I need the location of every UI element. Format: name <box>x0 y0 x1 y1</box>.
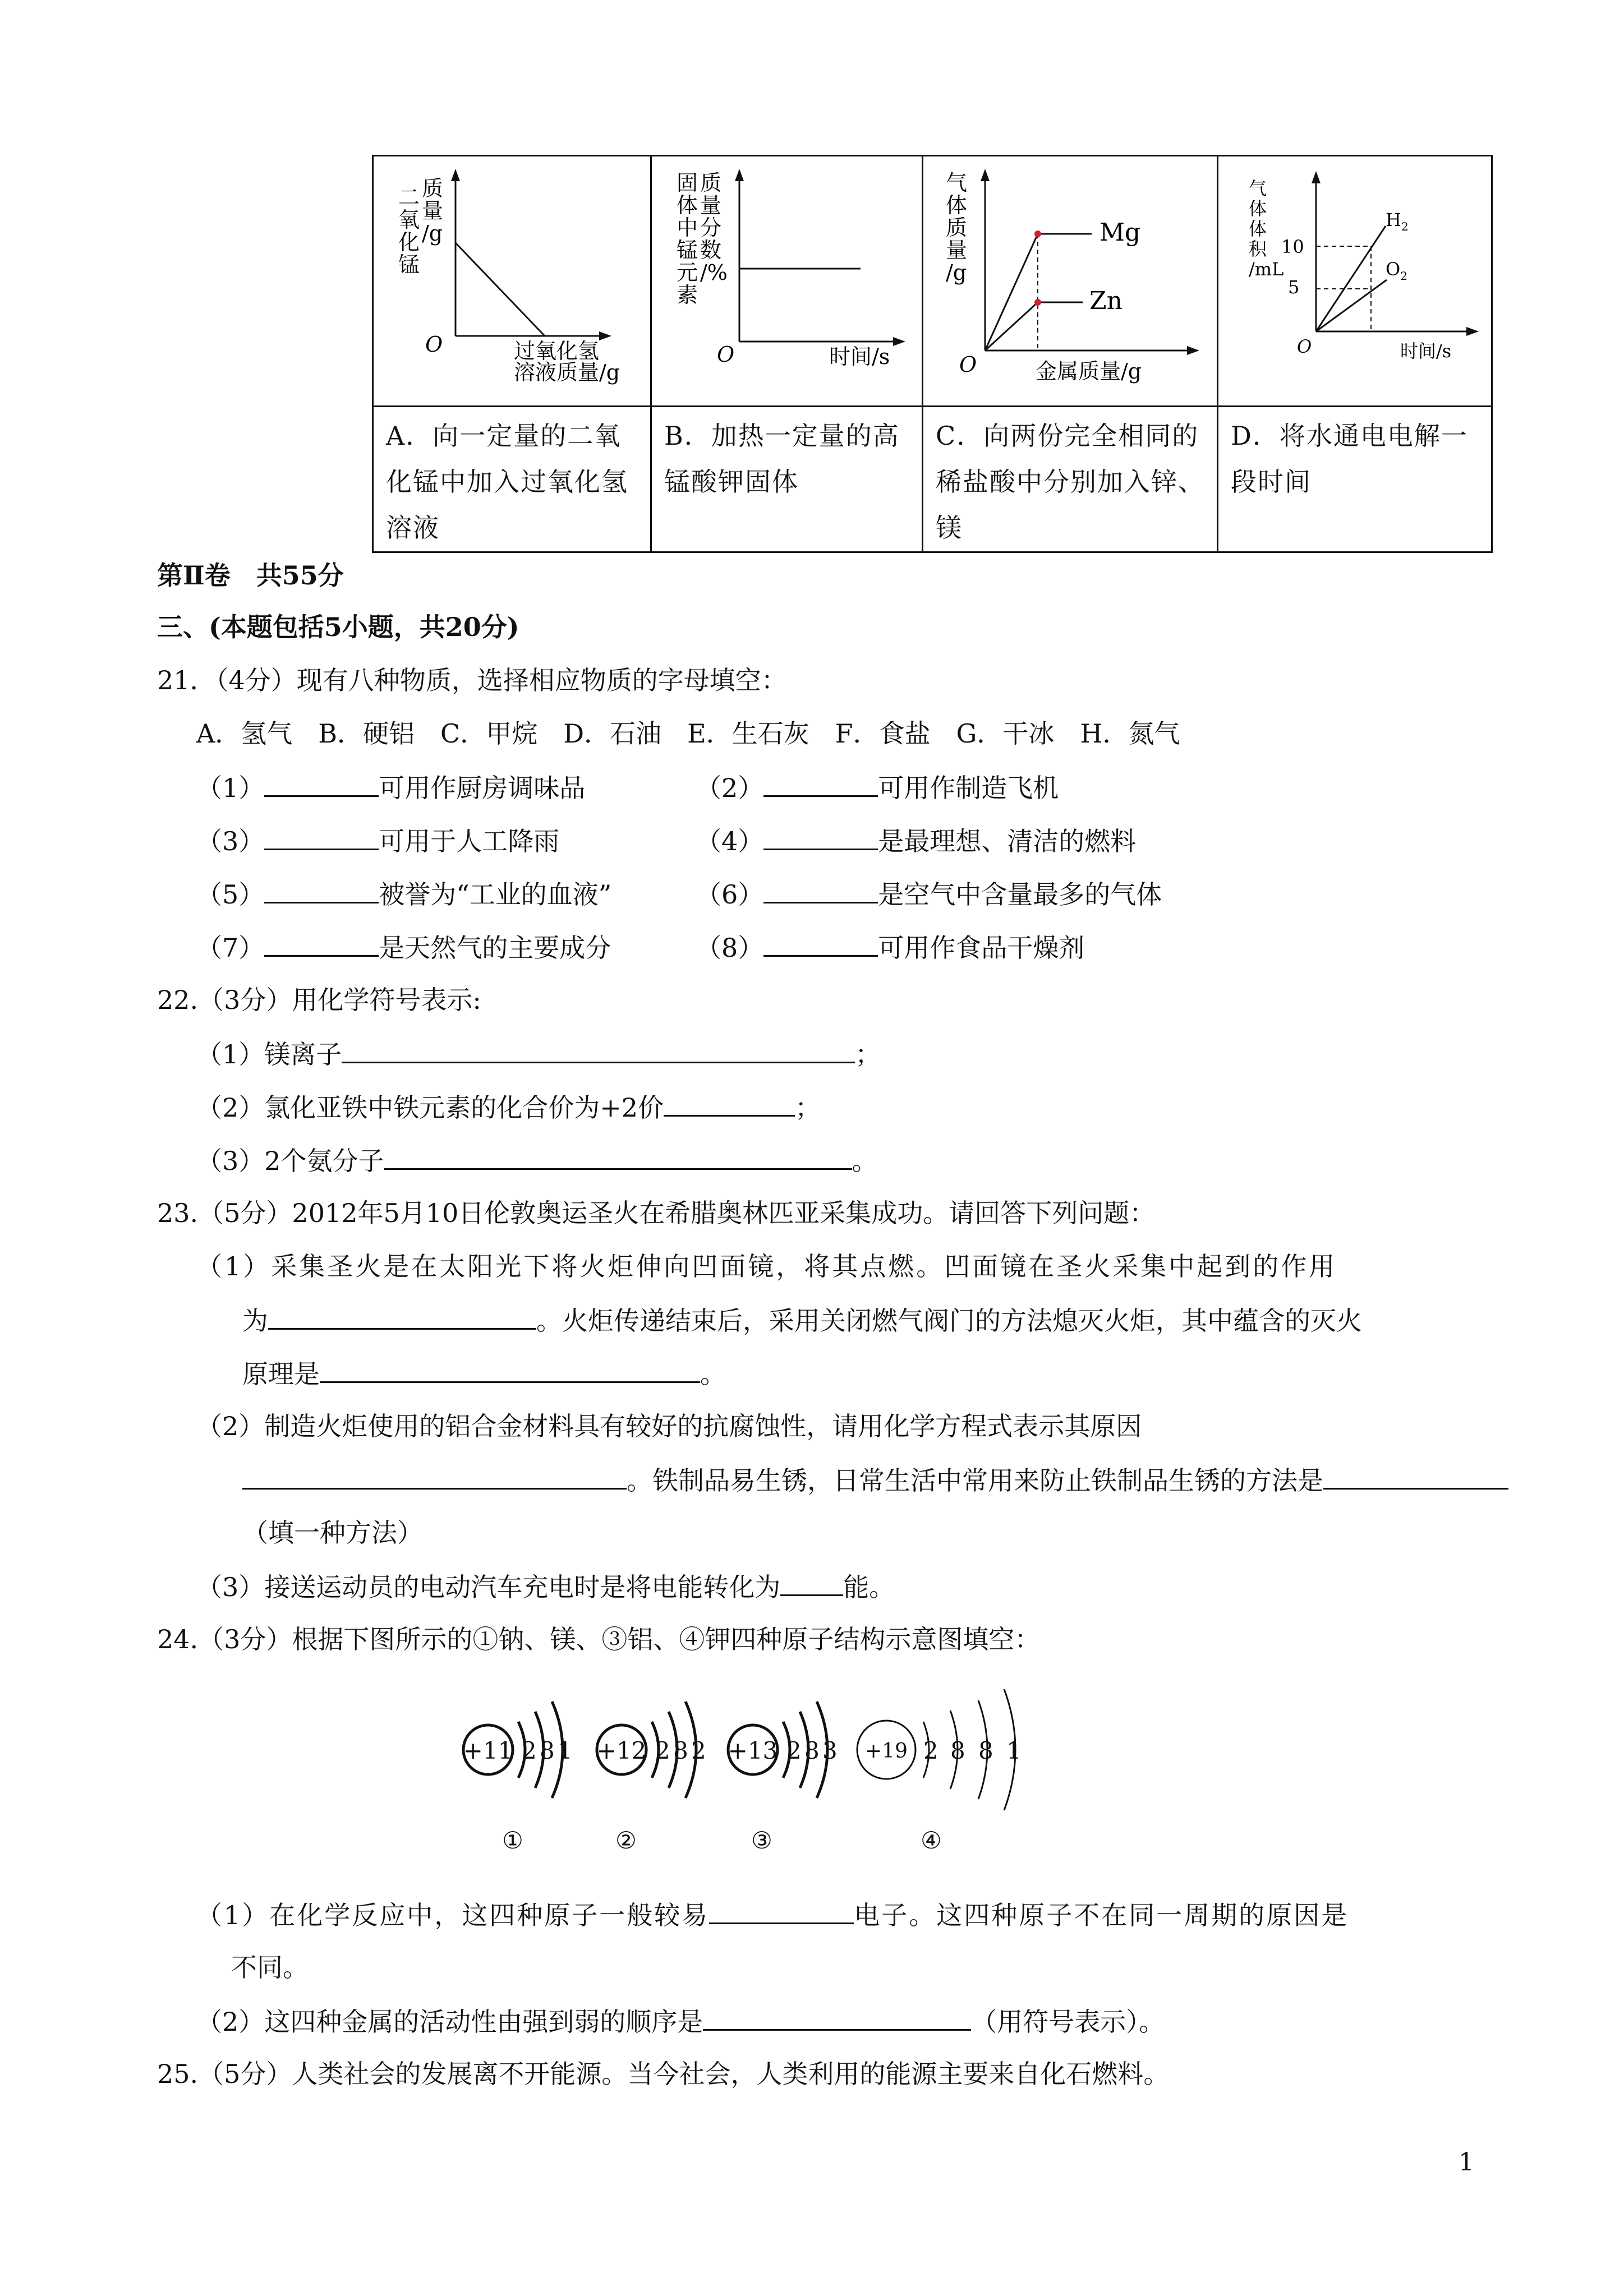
graph-c-ylabel-3: 量 <box>946 238 968 262</box>
q21-item-1-num: （1） <box>196 773 265 803</box>
q23-item-1-l3-prefix: 原理是 <box>242 1359 320 1389</box>
graph-b <box>652 156 922 403</box>
graph-b-ylabel-c1-4: 元 <box>677 260 698 285</box>
q21-item-4-blank[interactable] <box>763 827 878 850</box>
graph-a-ylabel-0: 二 <box>398 185 420 210</box>
q24-item-1-text-a: （1）在化学反应中，这四种原子一般较易 <box>196 1900 710 1930</box>
q21-item-7-num: （7） <box>196 933 265 963</box>
q22-item-2-end: ； <box>795 1092 821 1123</box>
q22-item-2 <box>196 1094 821 1121</box>
graph-b-ylabel-c1-2: 中 <box>677 215 698 240</box>
q22-item-1-end: ； <box>855 1039 881 1069</box>
q23-item-2-blank-a[interactable] <box>242 1467 627 1490</box>
figure-a-caption: A．向一定量的二氧化锰中加入过氧化氢溶液 <box>386 421 628 543</box>
atom-3-shell-3-count: 3 <box>822 1737 838 1764</box>
q23-item-1-l2-suffix: 。火炬传递结束后，采用关闭燃气阀门的方法熄灭火炬，其中蕴含的灭火 <box>536 1306 1362 1336</box>
graph-c <box>923 156 1217 403</box>
q21-item-6-text: 是空气中含量最多的气体 <box>878 879 1162 910</box>
q21-item-3-text: 可用于人工降雨 <box>379 826 560 856</box>
q21-item-1-text: 可用作厨房调味品 <box>379 773 586 803</box>
atom-2-shell-2-count: 8 <box>673 1737 688 1764</box>
q22-item-3-blank[interactable] <box>384 1147 852 1170</box>
q22-item-1-text: （1）镁离子 <box>196 1039 342 1069</box>
graph-b-ylabel-c1-0: 固 <box>677 170 698 195</box>
q22-item-1-blank[interactable] <box>342 1040 855 1063</box>
figure-d-caption-cell <box>1218 407 1492 552</box>
q24-item-2-text-b: （用符号表示）。 <box>971 2007 1165 2037</box>
figure-b-caption-cell <box>651 407 923 552</box>
graph-a-line <box>456 243 545 336</box>
graph-a-ylabel-3: 锰 <box>398 252 420 277</box>
graph-c-series-zn: Zn <box>1089 287 1122 315</box>
q23-item-3-text: （3）接送运动员的电动汽车充电时是将电能转化为 <box>196 1572 781 1602</box>
graph-d-series-o2 <box>1386 259 1407 283</box>
graph-d-o2-line <box>1316 280 1387 331</box>
atom-4-shell-2-count: 8 <box>950 1737 965 1764</box>
part3-title: 三、(本题包括5小题，共20分) <box>157 612 519 642</box>
graph-a-ylabel-1: 氧 <box>398 208 420 232</box>
q21-item-3-num: （3） <box>196 826 265 856</box>
graph-d-ylabel-0: 气 <box>1249 178 1267 199</box>
graph-b-ylabel-c2-2: 分 <box>700 215 722 240</box>
page-number: 1 <box>1459 2148 1474 2177</box>
atom-1-shell-2-count: 8 <box>540 1737 555 1764</box>
q23-item-2-line-1: （2）制造火炬使用的铝合金材料具有较好的抗腐蚀性，请用化学方程式表示其原因 <box>196 1411 1142 1441</box>
q21-item-2 <box>696 774 1059 801</box>
q21-options: A．氢气 B．硬铝 C．甲烷 D．石油 E．生石灰 F．食盐 G．干冰 H．氮气 <box>196 718 1180 749</box>
q21-item-6-num: （6） <box>696 879 764 910</box>
q24-item-2 <box>196 2008 1165 2035</box>
graph-b-ylabel-c2-3: 数 <box>700 238 722 262</box>
graph-c-ylabel-0: 气 <box>946 170 968 195</box>
graph-a-ylabel-2: 化 <box>398 230 420 255</box>
q21-item-4-num: （4） <box>696 826 764 856</box>
q22-item-3-end: 。 <box>852 1146 878 1176</box>
q23-item-1-l2-prefix: 为 <box>242 1306 268 1336</box>
graph-a-xlabel-1: 过氧化氢 <box>514 339 600 363</box>
q21-item-1 <box>196 774 585 801</box>
graph-d <box>1218 156 1491 403</box>
graph-d-xlabel: 时间/s <box>1400 340 1452 362</box>
q21-item-3 <box>196 827 559 854</box>
q21-item-8-blank[interactable] <box>763 934 878 957</box>
q23-item-1-line-3 <box>242 1360 726 1387</box>
figure-c-cell <box>923 156 1218 407</box>
q23-item-1-blank-a[interactable] <box>268 1307 536 1330</box>
figure-b-caption: B．加热一定量的高锰酸钾固体 <box>664 421 900 497</box>
figure-c-caption: C．向两份完全相同的稀盐酸中分别加入锌、镁 <box>936 421 1205 543</box>
q24-item-2-blank[interactable] <box>703 2008 971 2031</box>
atom-3-label: ③ <box>751 1827 772 1854</box>
figure-c-caption-cell <box>923 407 1218 552</box>
q23-item-3-end: 能。 <box>843 1572 895 1602</box>
q22-item-2-blank[interactable] <box>664 1094 795 1117</box>
graph-d-tick-10: 10 <box>1281 236 1304 257</box>
q21-item-7 <box>196 934 611 961</box>
q22-item-3-text: （3）2个氨分子 <box>196 1146 384 1176</box>
q24-item-1-line-2: 不同。 <box>231 1952 309 1983</box>
graph-d-x-arrow <box>1466 327 1479 336</box>
graph-d-series-h2-sub: 2 <box>1401 220 1409 233</box>
q21-item-7-text: 是天然气的主要成分 <box>379 933 611 963</box>
q21-stem: 21．（4分）现有八种物质，选择相应物质的字母填空： <box>157 665 787 695</box>
atom-2-shell-1-count: 2 <box>655 1737 670 1764</box>
graph-d-series-h2-label: H <box>1386 209 1401 230</box>
atom-4-shell-1-count: 2 <box>923 1737 938 1764</box>
graph-c-ylabel-1: 体 <box>946 193 968 218</box>
graph-d-series-o2-sub: 2 <box>1400 269 1407 283</box>
graph-c-ylabel-4: /g <box>946 260 967 285</box>
atom-4-shell-3-count: 8 <box>978 1737 993 1764</box>
graph-d-ylabel-3: 积 <box>1249 238 1267 260</box>
figure-d-cell <box>1218 156 1492 407</box>
graph-c-ylabel-2: 质 <box>946 215 968 240</box>
q21-item-5 <box>196 879 612 910</box>
q21-item-5-text: 被誉为“工业的血液” <box>379 879 612 910</box>
q23-item-3-blank[interactable] <box>780 1573 843 1596</box>
graph-c-zn-point <box>1034 299 1041 306</box>
graph-b-ylabel-c2-1: 量 <box>700 193 722 218</box>
graph-d-y-arrow <box>1312 171 1321 183</box>
graph-d-origin: O <box>1297 336 1312 357</box>
q24-item-1-blank[interactable] <box>709 1901 854 1924</box>
q22-stem: 22.（3分）用化学符号表示: <box>157 985 481 1015</box>
atom-3-shell-1-count: 2 <box>786 1737 802 1764</box>
q23-item-2-line-2 <box>242 1465 1508 1496</box>
q23-item-1-blank-b[interactable] <box>320 1360 700 1383</box>
graph-d-ylabel-2: 体 <box>1249 218 1267 239</box>
atom-1-shell-3-count: 1 <box>558 1737 573 1764</box>
atom-1-shell-1-count: 2 <box>522 1737 537 1764</box>
q21-item-5-blank[interactable] <box>264 880 379 903</box>
q22-item-2-text: （2）氯化亚铁中铁元素的化合价为+2价 <box>196 1092 664 1123</box>
graph-c-y-arrow <box>981 169 990 181</box>
figure-a-cell <box>373 156 651 407</box>
graph-c-mg-rise <box>985 234 1038 351</box>
q21-item-6 <box>696 879 1162 910</box>
q23-item-3 <box>196 1573 895 1600</box>
graph-d-series-h2 <box>1386 209 1409 233</box>
q25-stem: 25.（5分）人类社会的发展离不开能源。当今社会，人类利用的能源主要来自化石燃料。 <box>157 2059 1170 2089</box>
graph-c-series-mg: Mg <box>1099 218 1141 247</box>
graph-b-origin: O <box>717 342 735 367</box>
atom-2-shell-3-count: 2 <box>691 1737 706 1764</box>
q23-item-1-l3-suffix: 。 <box>700 1359 726 1389</box>
atom-4-label: ④ <box>921 1827 942 1854</box>
atom-4-shell-4-count: 1 <box>1006 1737 1022 1764</box>
atom-3-nucleus: +13 <box>728 1737 778 1764</box>
q21-item-2-num: （2） <box>696 773 764 803</box>
graph-d-tick-5: 5 <box>1288 276 1300 298</box>
figure-table <box>372 155 1493 553</box>
q21-item-8-num: （8） <box>696 933 764 963</box>
graph-d-series-o2-label: O <box>1386 259 1401 280</box>
graph-b-y-arrow <box>735 169 744 181</box>
graph-c-x-arrow <box>1187 346 1199 355</box>
atom-3-shell-2-count: 8 <box>804 1737 820 1764</box>
q23-stem: 23.（5分）2012年5月10日伦敦奥运圣火在希腊奥林匹亚采集成功。请回答下列问题： <box>157 1198 1156 1228</box>
q21-item-8-text: 可用作食品干燥剂 <box>878 933 1085 963</box>
q23-item-1-line-2 <box>242 1307 1362 1334</box>
graph-b-x-arrow <box>893 337 905 346</box>
graph-d-ylabel-4: /mL <box>1249 259 1284 280</box>
graph-a-y-arrow <box>451 169 460 181</box>
q24-item-1-text-b: 电子。这四种原子不在同一周期的原因是 <box>854 1900 1349 1930</box>
graph-a-ylabel-unit-1: 量 <box>422 199 444 223</box>
atom-1-label: ① <box>502 1827 523 1854</box>
atom-2-label: ② <box>615 1827 637 1854</box>
q24-stem: 24.（3分）根据下图所示的①钠、镁、③铝、④钾四种原子结构示意图填空： <box>157 1624 1041 1654</box>
atom-2-nucleus: +12 <box>596 1737 647 1764</box>
q21-item-4 <box>696 827 1136 854</box>
q21-item-3-blank[interactable] <box>264 827 379 850</box>
q21-item-5-num: （5） <box>196 879 265 910</box>
figure-a-caption-cell <box>373 407 651 552</box>
q21-item-6-blank[interactable] <box>763 880 878 903</box>
graph-c-origin: O <box>959 352 977 377</box>
graph-a-x-arrow <box>599 331 611 340</box>
q24-item-1-line-1 <box>196 1901 1349 1928</box>
graph-b-ylabel-c2-4: /% <box>700 260 728 285</box>
q23-item-2-blank-b[interactable] <box>1323 1467 1508 1490</box>
graph-a-ylabel-unit-0: 质 <box>422 176 444 201</box>
graph-a-origin: O <box>425 332 443 357</box>
section2-title: 第Ⅱ卷 共55分 <box>157 560 344 591</box>
graph-c-zn-rise <box>985 302 1038 351</box>
q21-item-8 <box>696 934 1084 961</box>
graph-a <box>374 156 650 403</box>
q24-item-2-text-a: （2）这四种金属的活动性由强到弱的顺序是 <box>196 2007 703 2037</box>
graph-b-xlabel: 时间/s <box>829 344 890 369</box>
figure-b-cell <box>651 156 923 407</box>
q21-item-4-text: 是最理想、清洁的燃料 <box>878 826 1137 856</box>
graph-b-ylabel-c2-0: 质 <box>700 170 722 195</box>
graph-d-ylabel-1: 体 <box>1249 198 1267 219</box>
q22-item-3 <box>196 1147 878 1174</box>
q21-item-2-blank[interactable] <box>763 774 878 797</box>
graph-b-ylabel-c1-3: 锰 <box>677 238 698 262</box>
q23-item-2-line-3: （填一种方法） <box>242 1518 423 1548</box>
q21-item-2-text: 可用作制造飞机 <box>878 773 1059 803</box>
graph-d-h2-line <box>1316 226 1386 331</box>
atom-1-nucleus: +11 <box>463 1737 513 1764</box>
graph-c-xlabel: 金属质量/g <box>1036 359 1142 384</box>
graph-a-xlabel-2: 溶液质量/g <box>514 360 620 385</box>
graph-b-ylabel-c1-5: 素 <box>677 283 698 307</box>
q23-item-2-l2-text: 。铁制品易生锈，日常生活中常用来防止铁制品生锈的方法是 <box>627 1465 1323 1496</box>
q21-item-1-blank[interactable] <box>264 774 379 797</box>
figure-d-caption: D．将水通电电解一段时间 <box>1231 421 1468 497</box>
graph-a-ylabel-unit-2: /g <box>422 221 443 246</box>
q22-item-1 <box>196 1040 881 1067</box>
q21-item-7-blank[interactable] <box>264 934 379 957</box>
atom-4-nucleus: +19 <box>865 1740 908 1763</box>
graph-c-mg-point <box>1034 230 1041 237</box>
atom-diagrams <box>443 1677 1049 1862</box>
q23-item-1-line-1: （1）采集圣火是在太阳光下将火炬伸向凹面镜，将其点燃。凹面镜在圣火采集中起到的作用 <box>196 1251 1337 1281</box>
graph-b-ylabel-c1-1: 体 <box>677 193 698 218</box>
